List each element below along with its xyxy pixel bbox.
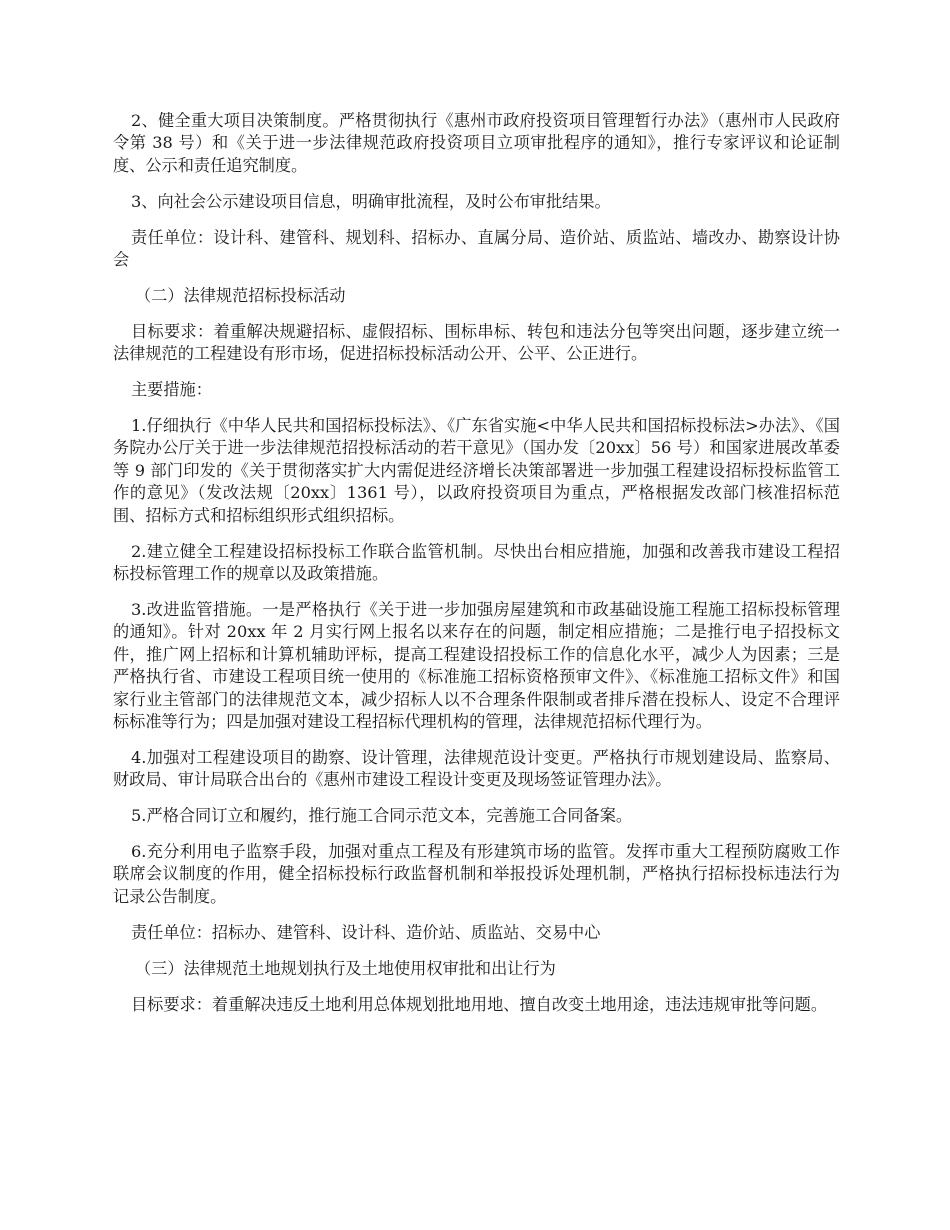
paragraph-measure-1: 1.仔细执行《中华人民共和国招标投标法》、《广东省实施<中华人民共和国招标投标法>办法》、《国务院办公厅关于进一步法律规范招投标活动的若干意见》（国办发〔20xx〕56 号）和国家进展改革委等 9 部门印发的《关于贯彻落实扩大内需促进经济增长决策部署进一步加强工程建设招标投标监管工作的意见》（发改法规〔20xx〕1361 号），以政府投资项目为重点，严格根据发改部门核准招标范围、招标方式和招标组织形式组织招标。 <box>113 416 840 525</box>
section-heading-3: （三）法律规范土地规划执行及土地使用权审批和出让行为 <box>135 958 556 978</box>
paragraph-goal-2: 目标要求：着重解决规避招标、虚假招标、围标串标、转包和违法分包等突出问题，逐步建立统一法律规范的工程建设有形市场，促进招标投标活动公开、公平、公正进行。 <box>113 321 840 364</box>
paragraph-responsible-units-2: 责任单位：招标办、建管科、设计科、造价站、质监站、交易中心 <box>131 922 601 942</box>
paragraph-measure-4: 4.加强对工程建设项目的勘察、设计管理，法律规范设计变更。严格执行市规划建设局、监察局、财政局、审计局联合出台的《惠州市建设工程设计变更及现场签证管理办法》。 <box>113 747 840 790</box>
paragraph-measure-6: 6.充分利用电子监察手段，加强对重点工程及有形建筑市场的监管。发挥市重大工程预防腐败工作联席会议制度的作用，健全招标投标行政监督机制和举报投诉处理机制，严格执行招标投标违法行为记录公告制度。 <box>113 842 840 906</box>
section-heading-2: （二）法律规范招标投标活动 <box>135 285 346 305</box>
paragraph-measure-5: 5.严格合同订立和履约，推行施工合同示范文本，完善施工合同备案。 <box>131 806 633 826</box>
paragraph-goal-3: 目标要求：着重解决违反土地利用总体规划批地用地、擅自改变土地用途，违法违规审批等问题。 <box>131 994 828 1014</box>
paragraph-main-measures-label: 主要措施： <box>131 380 212 400</box>
paragraph-responsible-units-1: 责任单位：设计科、建管科、规划科、招标办、直属分局、造价站、质监站、墙改办、勘察设计协会 <box>113 227 840 270</box>
paragraph-decision-system: 2、健全重大项目决策制度。严格贯彻执行《惠州市政府投资项目管理暂行办法》（惠州市人民政府令第 38 号）和《关于进一步法律规范政府投资项目立项审批程序的通知》，推行专家评议和论证制度、公示和责任追究制度。 <box>113 111 840 175</box>
document-body <box>113 110 840 1030</box>
paragraph-publish-info: 3、向社会公示建设项目信息，明确审批流程，及时公布审批结果。 <box>131 191 611 211</box>
paragraph-measure-3: 3.改进监管措施。一是严格执行《关于进一步加强房屋建筑和市政基础设施工程施工招标投标管理的通知》。针对 20xx 年 2 月实行网上报名以来存在的问题，制定相应措施；二是推行电子招投标文件，推广网上招标和计算机辅助评标，提高工程建设招投标工作的信息化水平，减少人为因素；三是严格执行省、市建设工程项目统一使用的《标准施工招标资格预审文件》、《标准施工招标文件》和国家行业主管部门的法律规范文本，减少招标人以不合理条件限制或者排斥潜在投标人、设定不合理评标标准等行为；四是加强对建设工程招标代理机构的管理，法律规范招标代理行为。 <box>113 599 840 731</box>
paragraph-measure-2: 2.建立健全工程建设招标投标工作联合监管机制。尽快出台相应措施，加强和改善我市建设工程招标投标管理工作的规章以及政策措施。 <box>113 541 840 583</box>
